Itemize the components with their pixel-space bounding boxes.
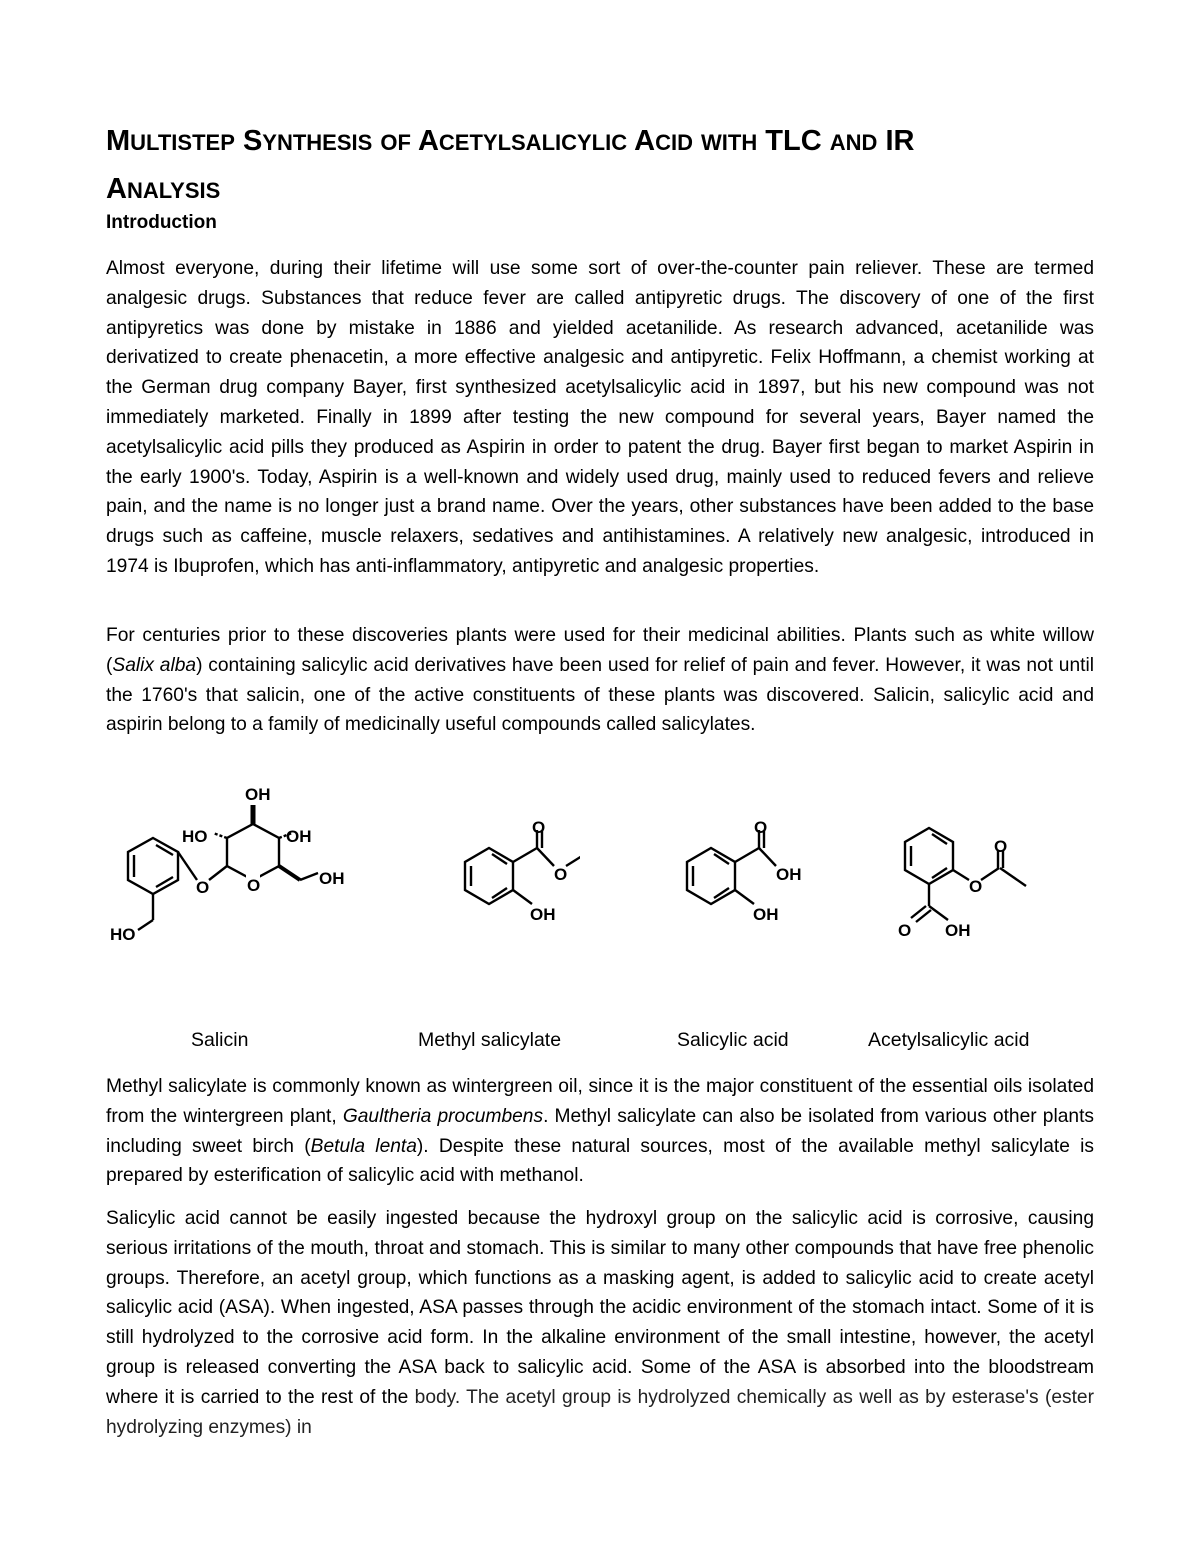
caption-acetylsalicylic-acid: Acetylsalicylic acid [868, 1029, 1030, 1051]
methyl-salicylate-structure [430, 780, 580, 955]
caption-salicin: Salicin [191, 1029, 249, 1051]
acetylsalicylic-acid-structure [890, 780, 1040, 955]
svg-text:OH: OH [776, 865, 802, 884]
svg-text:O: O [196, 878, 210, 897]
paragraph-plants: For centuries prior to these discoveries plants were used for their medicinal abilities. Plants such as white willow (Salix alba) containing salicylic acid derivatives have been used for relief of pain and fever. However, it was not until the 1760's that salicin, one of the active constituents of these plants was discovered. Salicin, salicylic acid and aspirin belong to a family of medicinally useful compounds called salicylates. [106, 625, 1094, 736]
species-name-gaultheria: Gaultheria procumbens [342, 1105, 544, 1127]
chemical-structures [100, 780, 1100, 980]
caption-salicylic-acid: Salicylic acid [677, 1029, 789, 1051]
salicin-structure [100, 780, 370, 955]
svg-text:OH: OH [753, 905, 779, 924]
svg-text:O: O [969, 877, 983, 896]
svg-text:OH: OH [530, 905, 556, 924]
species-name-betula: Betula lenta [310, 1135, 417, 1157]
paragraph-history: Almost everyone, during their lifetime will use some sort of over-the-counter pain reliever. These are termed analgesic drugs. Substances that reduce fever are called antipyretic drugs. The discovery of one of the first antipyretics was done by mistake in 1886 and yielded acetanilide. As research advanced, acetanilide was derivatized to create phenacetin, a more effective analgesic and antipyretic. Felix Hoffmann, a chemist working at the German drug company Bayer, first synthesized acetylsalicylic acid in 1897, but his new compound was not immediately marketed. Finally in 1899 after testing the new compound for several years, Bayer named the acetylsalicylic acid pills they produced as Aspirin in order to patent the drug. Bayer first began to market Aspirin in the early 1900's. Today, Aspirin is a well-known and widely used drug, mainly used to reduced fevers and relieve pain, and the name is no longer just a brand name. Over the years, other substances have been added to the base drugs such as caffeine, muscle relaxers, sedatives and antihistamines. A relatively new analgesic, introduced in 1974 is Ibuprofen, which has anti-inflammatory, antipyretic and analgesic properties. [106, 258, 1094, 577]
caption-methyl-salicylate: Methyl salicylate [418, 1029, 562, 1051]
svg-text:O: O [247, 876, 261, 895]
paragraph-salicylic-acid: Salicylic acid cannot be easily ingested because the hydroxyl group on the salicylic acid is corrosive, causing serious irritations of the mouth, throat and stomach. This is similar to many other compounds that have free phenolic groups. Therefore, an acetyl group, which functions as a masking agent, is added to salicylic acid to create acetyl salicylic acid (ASA). When ingested, ASA passes through the acidic environment of the stomach intact. Some of it is still hydrolyzed to the corrosive acid form. In the alkaline environment of the small intestine, however, the acetyl group is released converting the ASA back to salicylic acid. Some of the ASA is absorbed into the bloodstream where it is carried to the rest of the body. The acetyl group is hydrolyzed chemically as well as by esterase's (ester hydrolyzing enzymes) in [106, 1208, 1094, 1438]
svg-text:O: O [754, 818, 768, 837]
paragraph-methyl-salicylate: Methyl salicylate is commonly known as wintergreen oil, since it is the major constituent of the essential oils isolated from the wintergreen plant, Gaultheria procumbens. Methyl salicylate can also be isolated from various other plants including sweet birch (Betula lenta). Despite these natural sources, most of the available methyl salicylate is prepared by esterification of salicylic acid with methanol. [106, 1076, 1095, 1187]
svg-text:OH: OH [286, 827, 312, 846]
svg-text:O: O [554, 865, 568, 884]
svg-text:O: O [898, 921, 912, 940]
svg-text:O: O [532, 818, 546, 837]
salicylic-acid-structure [682, 780, 822, 955]
svg-text:OH: OH [945, 921, 971, 940]
species-name-salix: Salix alba [112, 654, 197, 676]
svg-text:HO: HO [182, 827, 208, 846]
svg-text:OH: OH [245, 785, 271, 804]
svg-text:O: O [994, 837, 1008, 856]
svg-text:OH: OH [319, 869, 345, 888]
svg-text:HO: HO [110, 925, 136, 944]
document-title: MULTISTEP SYNTHESIS OF ACETYLSALICYLIC ACID WITH TLC AND IR ANALYSIS [106, 125, 915, 205]
section-heading-introduction: Introduction [106, 212, 217, 233]
